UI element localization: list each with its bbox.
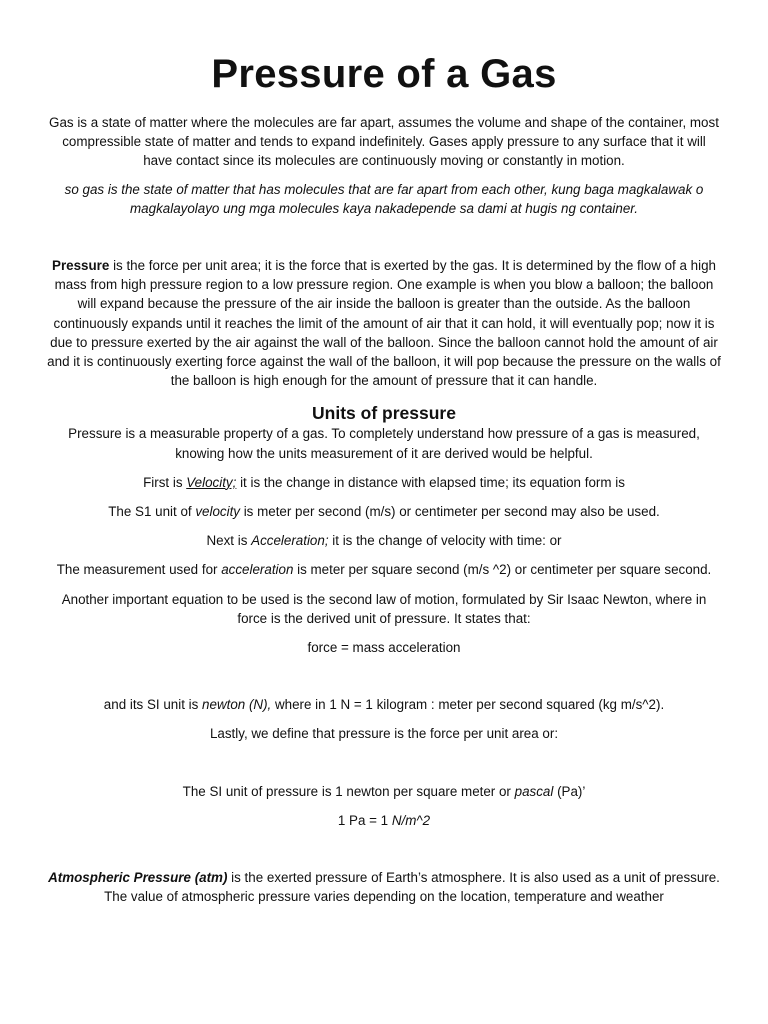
atm-text: is the exerted pressure of Earth’s atmosphere. It is also used as a unit of pressure. The value of atmospheric pressure varies depending on the location, temperature and weather [104,870,720,905]
velocity-unit-post: is meter per second (m/s) or centimeter per second may also be used. [239,504,660,520]
units-intro-paragraph: Pressure is a measurable property of a gas. To completely understand how pressure of a gas is measured, knowing how the units measurement of it are derived would be helpful. [68,426,700,461]
pressure-text: is the force per unit area; it is the force that is exerted by the gas. It is determined by the flow of a high mass from high pressure region to a low pressure region. One example is when you blow a balloon; the balloon will expand because the pressure of the air inside the balloon is greater than the outside. As the balloon continuously expands until it reaches the limit of the amount of air that it can hold, it will eventually pop; now it is due to pressure exerted by the air against the wall of the balloon. Since the balloon cannot hold the amount of air and it is continuously exerting force against the wall of the balloon, it will pop because the pressure on the walls of the balloon is high enough for the amount of pressure that it can handle. [47,258,721,389]
velocity-unit-term: velocity [195,504,240,520]
pa-eq-pre: 1 Pa = 1 [337,812,392,828]
acceleration-unit-post: is meter per square second (m/s ^2) or centimeter per square second. [293,562,712,578]
velocity-paragraph [46,473,722,492]
atm-paragraph [46,868,722,906]
velocity-pre: First is [143,474,187,490]
intro-note-paragraph: so gas is the state of matter that has molecules that are far apart from each other, kung baga magkalawak o magkalayolayo ung mga molecules kaya nakadepende sa dami at hugis ng container. [64,181,704,216]
acceleration-unit-pre: The measurement used for [56,562,222,578]
velocity-unit-paragraph [46,502,722,521]
acceleration-unit-term: acceleration [221,562,294,578]
si-newton-pre: and its SI unit is [103,697,203,713]
velocity-unit-pre: The S1 unit of [108,504,196,520]
pascal-equation [46,811,722,830]
pascal-paragraph [46,782,722,801]
acceleration-term: Acceleration; [251,533,329,549]
acceleration-unit-paragraph [46,560,722,579]
si-newton-term: newton (N), [202,697,272,713]
force-equation: force = mass acceleration [307,640,461,656]
page-title: Pressure of a Gas [211,52,557,96]
pascal-post: (Pa)’ [553,783,586,799]
pa-eq-term: N/m^2 [391,812,431,828]
intro-paragraph: Gas is a state of matter where the molecules are far apart, assumes the volume and shape of the container, most compressible state of matter and tends to expand indefinitely. Gases apply pressure to any surface that it will have contact since its molecules are continuously moving or constantly in motion. [49,115,719,169]
pascal-term: pascal [514,783,554,799]
pascal-pre: The SI unit of pressure is 1 newton per square meter or [182,783,515,799]
acceleration-pre: Next is [206,533,252,549]
si-newton-paragraph [46,695,722,714]
pressure-definition-paragraph: Lastly, we define that pressure is the force per unit area or: [209,726,559,742]
atm-term: Atmospheric Pressure (atm) [48,870,228,886]
acceleration-post: it is the change of velocity with time: or [328,533,562,549]
newton-law-paragraph: Another important equation to be used is the second law of motion, formulated by Sir Isaac Newton, where in force is the derived unit of pressure. It states that: [61,591,707,626]
velocity-post: it is the change in distance with elapsed time; its equation form is [236,474,625,490]
velocity-term: Velocity; [186,474,237,490]
pressure-term: Pressure [52,258,110,274]
pressure-paragraph [46,256,722,390]
units-heading: Units of pressure [312,403,456,424]
acceleration-paragraph [46,531,722,550]
si-newton-post: where in 1 N = 1 kilogram : meter per second squared (kg m/s^2). [271,697,665,713]
